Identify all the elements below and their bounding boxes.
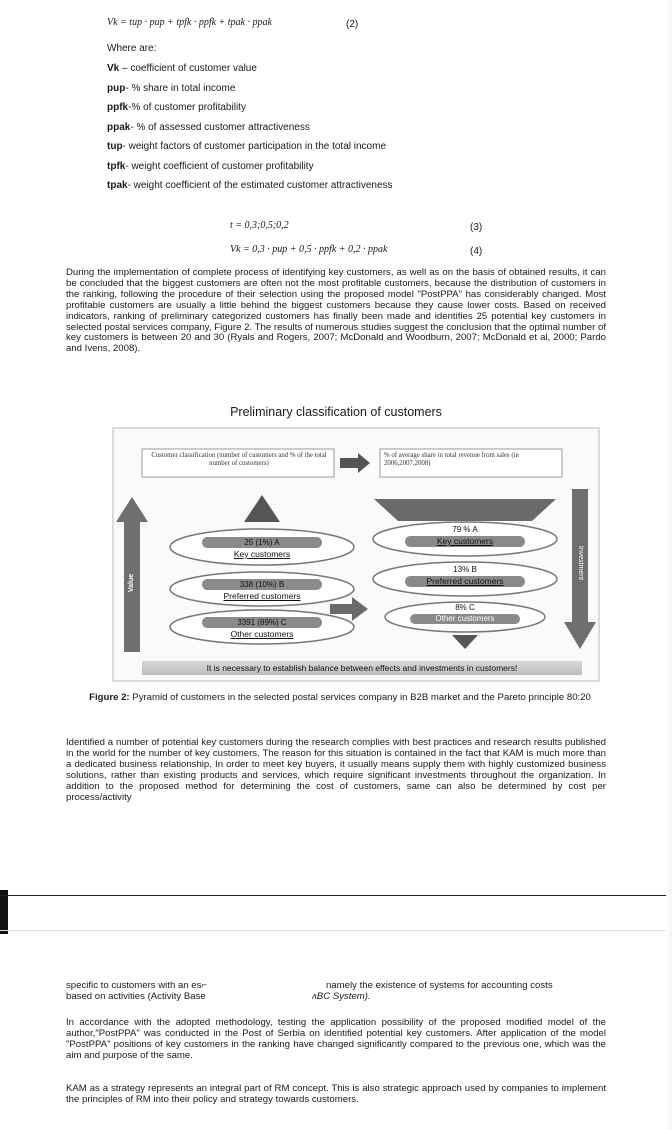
left-tier-b-line2: Preferred customers	[223, 591, 301, 601]
page-break-line-faint	[0, 930, 672, 931]
figure-footer-text: It is necessary to establish balance between effects and investments in customers!	[206, 663, 518, 673]
definition-item: ppak- % of assessed customer attractiveness	[107, 122, 310, 133]
definition-item: pup- % share in total income	[107, 83, 236, 94]
right-tier-b-line2: Preferred customers	[426, 576, 504, 586]
right-tier-c-line2: Other customers	[435, 614, 495, 623]
definition-item: ppfk-% of customer profitability	[107, 102, 246, 113]
left-tier-a-line2: Key customers	[233, 549, 291, 559]
page-edge-shadow	[666, 0, 672, 1130]
left-tier-a-line1: 25 (1%) A	[244, 538, 280, 547]
right-tier-a-line2: Key customers	[436, 536, 494, 546]
right-tier-a-line1: 79 % A	[452, 525, 478, 534]
figure-title: Preliminary classification of customers	[230, 405, 442, 419]
page-break-line	[0, 895, 672, 896]
equation-4: Vk = 0,3 · pup + 0,5 · ppfk + 0,2 · ppak	[230, 244, 388, 255]
paragraph-3-line1-left: specific to customers with an es⌐	[66, 980, 208, 991]
definition-item: tpfk- weight coefficient of customer profitability	[107, 161, 314, 172]
equation-2: Vk = tup · pup + tpfk · ppfk + tpak · ppak	[107, 17, 272, 28]
where-label: Where are:	[107, 43, 157, 54]
definition-item: tpak- weight coefficient of the estimated customer attractiveness	[107, 180, 393, 191]
figure-caption: Figure 2: Pyramid of customers in the selected postal services company in B2B market and the Pareto principle 80:20	[89, 692, 591, 703]
paragraph-5: KAM as a strategy represents an integral part of RM concept. This is also strategic approach used by companies to implement the principles of RM into their policy and strategy towards customers.	[66, 1083, 606, 1105]
page-break-edge	[0, 890, 8, 934]
paragraph-2: Identified a number of potential key customers during the research complies with best practices and research results published in the world for the number of key customers. The reason for this situation is contained in the fact that KAM is much more than a dedicated business relationship. In order to meet key buyers, it usually means supply them with highly customized business solutions, rather than existing products and services, which require significant investments throughout the organization. In addition to the proposed method for determining the cost of customers, same can also be determined by cost per process/activity	[66, 737, 606, 803]
equation-3-number: (3)	[470, 222, 483, 233]
left-tier-b-line1: 338 (10%) B	[239, 580, 285, 589]
customer-pyramid-figure	[112, 427, 600, 682]
right-tier-b-line1: 13% B	[453, 565, 477, 574]
right-header-text: % of average share in total revenue from sales (in 2006,2007,2008)	[384, 452, 519, 467]
equation-3: t = 0,3;0,5;0,2	[230, 220, 289, 231]
definition-item: Vk – coefficient of customer value	[107, 63, 257, 74]
equation-4-number: (4)	[470, 246, 483, 257]
right-tier-c-line1: 8% C	[455, 603, 475, 612]
paragraph-4: In accordance with the adopted methodology, testing the application possibility of the proposed modified model of the author,"PostPPA" was conducted in the Post of Serbia on identified potential key customers. After application of the model "PostPPA" positions of key customers in the ranking have changed significantly compared to the previous one, which was the aim and purpose of the same.	[66, 1017, 606, 1061]
page-break	[0, 890, 672, 934]
paragraph-3-line2-right: ʌBC System).	[312, 991, 371, 1002]
paragraph-1: During the implementation of complete process of identifying key customers, as well as on the basis of obtained results, it can be concluded that the biggest customers are often not the most profitable customers, because the distribution of customers in the ranking, following the procedure of their selection using the proposed model "PostPPA" has considerably changed. Most profitable customers are usually a little behind the biggest customers because they cause lower costs. Based on received indicators, ranking of preliminary categorized customers has finally been made and identifies 25 potential key customers in selected postal services company, Figure 2. The results of numerous studies suggest the conclusion that the optimal number of key customers is between 20 and 30 (Ryals and Rogers, 2007; McDonald and Woodburn, 2007; McDonald et al, 2000; Pardo and Ivens, 2008).	[66, 267, 606, 355]
right-pyramid-top-icon	[374, 499, 556, 521]
paragraph-3-line2-left: based on activities (Activity Base	[66, 991, 206, 1002]
definition-item: tup- weight factors of customer participation in the total income	[107, 141, 387, 152]
value-label: Value	[128, 573, 135, 593]
left-header-text: Customer classification (number of customers and % of the total number of customers)	[151, 452, 327, 467]
left-tier-c-line2: Other customers	[230, 629, 294, 639]
paragraph-3-line1-right: namely the existence of systems for accounting costs	[326, 980, 553, 991]
investment-label: Investment	[577, 545, 584, 581]
left-tier-c-line1: 3391 (89%) C	[237, 618, 287, 627]
equation-2-number: (2)	[346, 19, 359, 30]
